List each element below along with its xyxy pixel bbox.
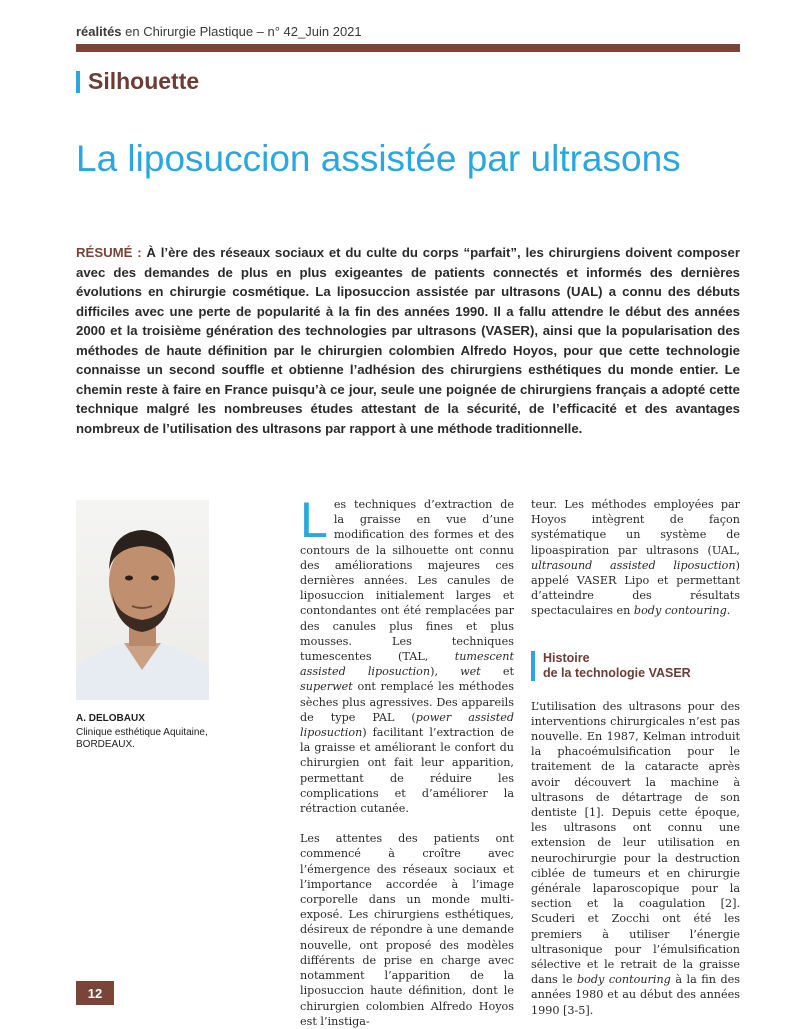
body-paragraph-2: Les attentes des patients ont commencé à croître avec l’émergence des réseaux sociaux et l’importance accordée à l’image corporelle dans un monde multi-exposé. Les chirurgiens esthétiques, désireux de répondre à une demande nouvelle, ont proposé des modèles différents de prise en charge avec notamment l’apparition de la liposuccion haute définition, dont le chirurgien colombien Alfredo Hoyos est l’instiga- [300,832,514,1028]
subhead-text [543,651,691,681]
section-label: Silhouette [88,68,200,94]
body-text: . [726,604,731,618]
body-text: es techniques d’extraction de la graisse en vue d’une modification des formes et des contours de la silhouette ont connu des améliorations majeures ces dernières années. Les canules de liposuccion initialement larges et contondantes ont été remplacées par des canules plus fines et plus mousses. Les techniques tumescentes (TAL, [300,498,514,664]
body-italic: power assisted liposuction [300,710,515,740]
section-bar [76,71,80,93]
body-italic: body contouring [577,973,671,987]
body-column-1 [300,492,515,1029]
body-text: ) appelé VASER Lipo et permettant d’atteindre des résultats spectaculaires en [531,558,740,618]
body-paragraph-1 [300,492,515,816]
body-text: à la fin des années 1980 et au début des années 1990 [3-5]. [531,973,740,1017]
subhead-bar [531,651,535,681]
journal-name: réalités [76,24,122,39]
body-italic: wet [460,665,481,679]
article-title: La liposuccion assistée par ultrasons [76,138,681,179]
section-gap [531,619,740,651]
body-paragraph-3 [531,497,740,619]
body-text: et [480,665,514,679]
drop-cap: L [300,492,328,548]
author-affiliation: Clinique esthétique Aquitaine, BORDEAUX. [76,727,208,750]
abstract-text: À l’ère des réseaux sociaux et du culte du corps “parfait”, les chirurgiens doivent composer avec des demandes de plus en plus exigeantes de patients connectés et informés des dernières évolutions en chirurgie cosmétique. La liposuccion assistée par ultrasons (UAL) a connu des débuts difficiles avec une perte de popularité à la fin des années 1990. Il a fallu attendre le début des années 2000 et la troisième génération des technologies par ultrasons (VASER), ainsi que la popularisation des méthodes de haute définition par le chirurgien colombien Alfredo Hoyos, pour que cette technologie connaisse un second souffle et obtienne l’adhésion des chirurgiens esthétiques du monde entier. Le chemin reste à faire en France puisqu’à ce jour, seule une poignée de chirurgiens français a adopté cette technique malgré les nombreuses études attestant de la sécurité, de l’efficacité et des avantages nombreux de l’utilisation des ultrasons par rapport à une méthode traditionnelle. [76,245,740,436]
issue-info: en Chirurgie Plastique – n° 42_Juin 2021 [121,24,362,39]
body-column-2 [531,497,740,1018]
author-portrait-illustration [76,500,209,700]
subhead-line-1: Histoire [543,650,590,665]
section-tag [76,68,199,95]
body-text: ), [430,665,461,679]
paragraph-gap [300,816,514,831]
body-paragraph-4 [531,699,740,1018]
body-italic: body contouring [633,604,727,618]
abstract [76,243,740,438]
author-name: A. DELOBAUX [76,713,145,724]
body-italic: superwet [300,680,353,694]
subhead-line-2: de la technologie VASER [543,665,691,680]
body-text: L’utilisation des ultrasons pour des interventions chirurgicales n’est pas nouvelle. En 1987, Kelman introduit la phacoémulsification pour le traitement de la cataracte après avoir découvert la machine à ultrasons de détartrage de son dentiste [1]. Depuis cette époque, les ultrasons ont connu une extension de leur utilisation en neurochirurgie pour la destruction ciblée de tumeurs et en chirurgie générale laparoscopique pour la section et la coagulation [2]. Scuderi et Zocchi ont été les premiers à utiliser l’énergie ultrasonique pour l’émulsification sélective et le retrait de la graisse dans le [531,699,740,987]
abstract-label: RÉSUMÉ : [76,245,142,260]
author-photo [76,500,209,700]
subsection-heading [531,651,740,681]
header-rule [76,44,740,52]
body-italic: tumescent assisted liposuction [300,650,514,679]
page-number: 12 [76,981,114,1005]
body-italic: ultrasound assisted liposuction [531,558,736,572]
body-text: teur. Les méthodes employées par Hoyos intègrent de façon systématique un système de lipoaspiration par ultrasons (UAL, [531,498,740,557]
body-text: ont remplacé les méthodes sèches plus agressives. Des appareils de type PAL ( [300,680,514,724]
running-header [76,24,362,39]
body-text: ) facilitant l’extraction de la graisse et améliorant le confort du chirurgien ont fait leur apparition, permettant de réduire les complications et d’améliorer la rétraction cutanée. [300,726,514,816]
